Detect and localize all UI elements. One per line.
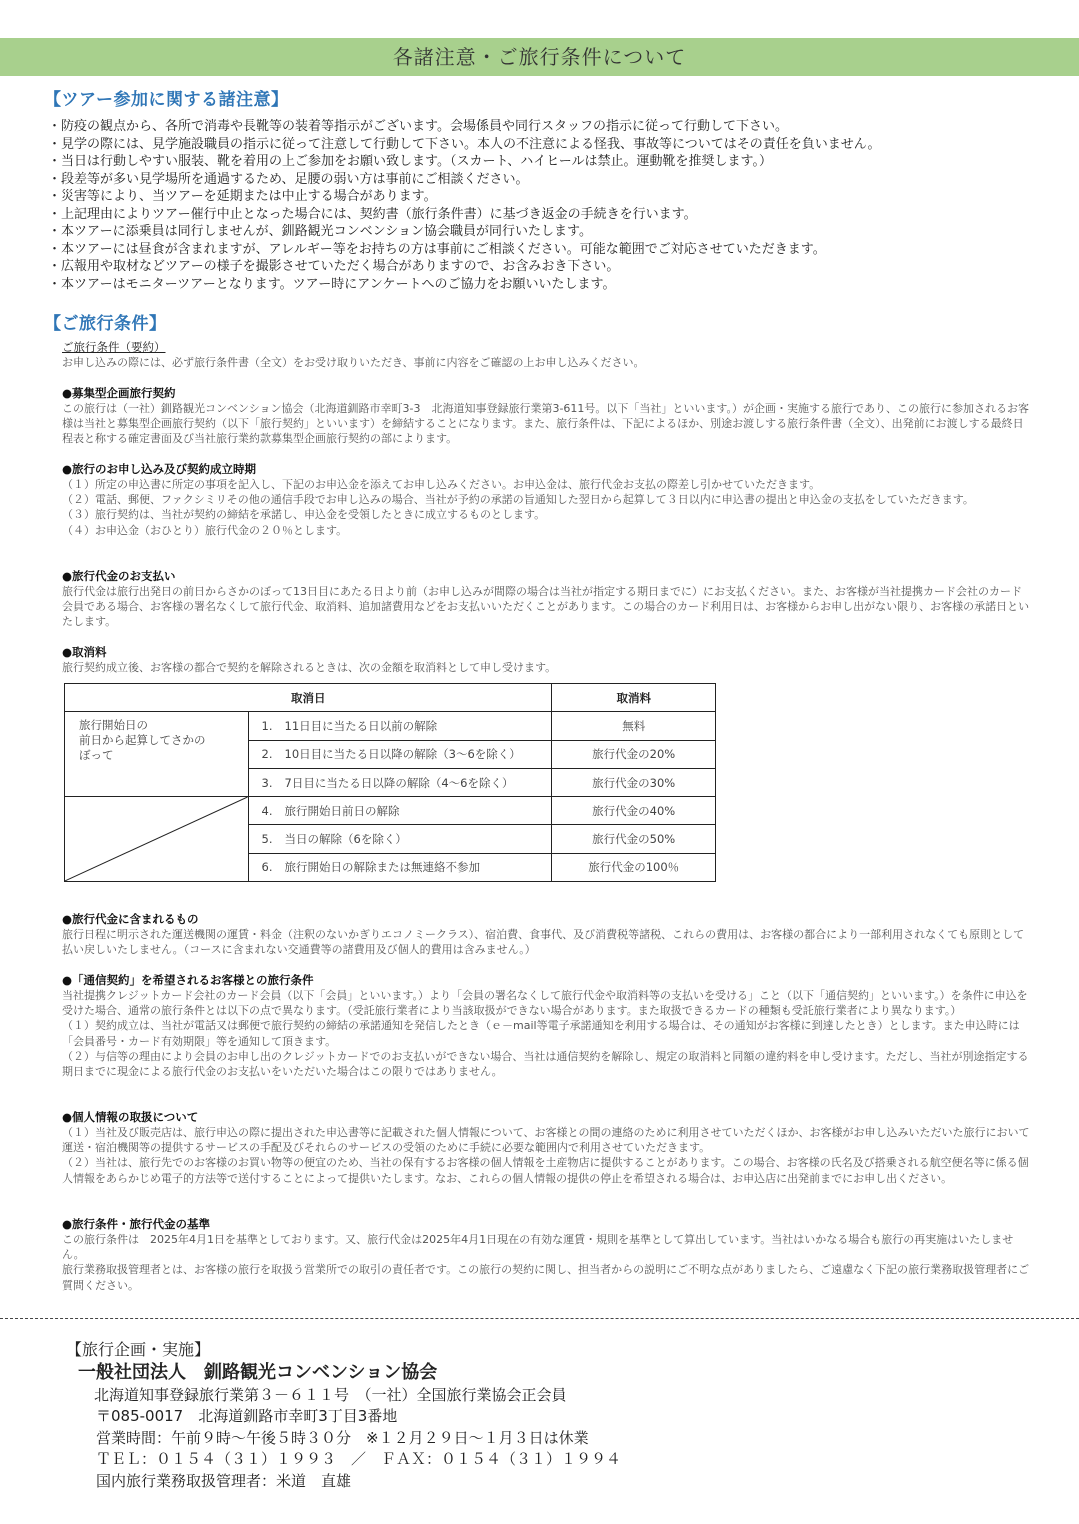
apply-item-4: （４）お申込金（おひとり）旅行代金の２０％とします。 xyxy=(62,523,348,537)
notice-list xyxy=(48,118,1058,293)
manager-definition: 旅行業務取扱管理者とは、お客様の旅行を取扱う営業所での取引の責任者です。この旅行の契約に関し、担当者からの説明にご不明な点がありましたら、ご遠慮なく下記の旅行業務取扱管理者にご質問ください。 xyxy=(62,1263,1030,1292)
table-cell-day xyxy=(248,768,552,796)
tsushin-item-1: （１）契約成立は、当社が電話又は郵便で旅行契約の締結の承諾通知を発信したとき（ｅ－mail等電子承諾通知を利用する場合は、その通知がお客様に到達したとき）とします。また申込時には「会員番号・カード有効期限」等を通知して頂きます。 xyxy=(62,1019,1020,1048)
basis-title: ●旅行条件・旅行代金の基準 xyxy=(62,1217,211,1231)
footer-org: 一般社団法人 釧路観光コンベンション協会 xyxy=(78,1362,438,1383)
basis-text: この旅行条件は 2025年4月1日を基準としております。又、旅行代金は2025年4月1日現在の有効な運賃・規則を基準として算出しています。当社はいかなる場合も旅行の再実施はいたしません。 xyxy=(62,1233,1014,1262)
footer-address: 〒085-0017 北海道釧路市幸町3丁目3番地 xyxy=(96,1407,398,1425)
dashed-divider xyxy=(0,1318,1079,1319)
row-text: 当日の解除（6を除く） xyxy=(284,832,407,847)
row-text: 旅行開始日の解除または無連絡不参加 xyxy=(284,860,481,875)
list-item: ・段差等が多い見学場所を通過するため、足腰の弱い方は事前にご相談ください。 xyxy=(48,171,529,187)
list-item: ・当日は行動しやすい服装、靴を着用の上ご参加をお願い致します。（スカート、ハイヒールは禁止。運動靴を推奨します。） xyxy=(48,154,772,169)
row-text: 7日目に当たる日以降の解除（4～6を除く） xyxy=(284,775,514,790)
footer-manager: 国内旅行業務取扱管理者：米道 直雄 xyxy=(96,1472,352,1490)
footer-license: 北海道知事登録旅行業第３－６１１号 （一社）全国旅行業協会正会員 xyxy=(94,1386,567,1404)
privacy-block xyxy=(62,1125,1030,1186)
table-row xyxy=(65,712,716,740)
footer-hours: 営業時間：午前９時～午後５時３０分 ※１２月２９日～１月３日は休業 xyxy=(96,1429,589,1447)
summary-title: ご旅行条件（要約） xyxy=(62,340,166,354)
tsushin-block xyxy=(62,988,1030,1079)
table-cell-fee: 旅行代金の30% xyxy=(552,768,716,796)
footer-heading: 【旅行企画・実施】 xyxy=(66,1340,211,1359)
table-cell-day xyxy=(248,740,552,768)
list-item: ・本ツアーはモニターツアーとなります。ツアー時にアンケートへのご協力をお願いいたします。 xyxy=(48,276,616,292)
privacy-item-2: （２）当社は、旅行先でのお客様のお買い物等の便宜のため、当社の保有するお客様の個人情報を土産物店に提供することがあります。この場合、お客様の氏名及び搭乗される航空便名等に係る個人情報をあらかじめ電子的方法等で送付することによって提供いたします。なお、これらの個人情報の提供の停止を希望される場合は、お申込店に出発前までにお申し出ください。 xyxy=(62,1156,1029,1185)
table-header-row xyxy=(65,684,716,712)
conditions-heading: 【ご旅行条件】 xyxy=(44,314,167,334)
contract-text: この旅行は（一社）釧路観光コンベンション協会（北海道釧路市幸町3-3 北海道知事登録旅行業第3-611号。以下「当社」といいます。）が企画・実施する旅行であり、この旅行に参加されるお客様は当社と募集型企画旅行契約（以下「旅行契約」といいます）を締結することになります。また、旅行条件は、下記によるほか、別途お渡しする旅行条件書（全文）、出発前にお渡しする最終日程表と称する確定書面及び当社旅行業約款募集型企画旅行契約の部によります。 xyxy=(62,402,1030,446)
footer-tel: ＴＥＬ：０１５４（３１）１９９３ ／ ＦＡＸ：０１５４（３１）１９９４ xyxy=(96,1450,622,1468)
row-text: 10日目に当たる日以降の解除（3～6を除く） xyxy=(284,747,521,762)
basis-block xyxy=(62,1232,1030,1293)
included-text: 旅行日程に明示された運送機関の運賃・料金（注釈のないかぎりエコノミークラス）、宿泊費、食事代、及び消費税等諸税、これらの費用は、お客様の都合により一部利用されなくても原則として払い戻しいたしません。（コースに含まれない交通費等の諸費用及び個人的費用は含みません。） xyxy=(62,928,1025,957)
row-number: 4. xyxy=(261,803,273,818)
table-header-fee: 取消料 xyxy=(552,684,716,712)
list-item: ・見学の際には、見学施設職員の指示に従って注意して行動して下さい。本人の不注意による怪我、事故等についてはその責任を負いません。 xyxy=(48,136,881,152)
included-title: ●旅行代金に含まれるもの xyxy=(62,912,199,926)
apply-list xyxy=(62,477,1030,538)
table-cell-day xyxy=(248,712,552,740)
list-item: ・防疫の観点から、各所で消毒や長靴等の装着等指示がございます。会場係員や同行スタッフの指示に従って行動して下さい。 xyxy=(48,119,788,134)
list-item: ・本ツアーには昼食が含まれますが、アレルギー等をお持ちの方は事前にご相談ください。可能な範囲でご対応させていただきます。 xyxy=(48,241,826,257)
row-number: 3. xyxy=(261,775,273,790)
list-item: ・広報用や取材などツアーの様子を撮影させていただく場合がありますので、お含みおき下さい。 xyxy=(48,259,620,274)
row-number: 6. xyxy=(261,860,273,875)
notices-heading: 【ツアー参加に関する諸注意】 xyxy=(44,90,289,110)
privacy-title: ●個人情報の取扱について xyxy=(62,1110,199,1124)
cancel-title: ●取消料 xyxy=(62,645,107,659)
table-cell-day xyxy=(248,797,552,825)
list-item: ・災害等により、当ツアーを延期または中止する場合があります。 xyxy=(48,189,437,204)
privacy-item-1: （１）当社及び販売店は、旅行申込の際に提出された申込書等に記載された個人情報について、お客様との間の連絡のために利用させていただくほか、お客様がお申し込みいただいた旅行において運送・宿泊機関等の提供するサービスの手配及びそれらのサービスの受領のために手続に必要な範囲内で利用させていただきます。 xyxy=(62,1126,1030,1155)
diagonal-slash xyxy=(65,797,248,881)
summary-text: お申し込みの際には、必ず旅行条件書（全文）をお受け取りいただき、事前に内容をご確認の上お申し込みください。 xyxy=(62,356,645,369)
table-cell-day xyxy=(248,853,552,881)
table-cell-fee: 旅行代金の20% xyxy=(552,740,716,768)
tsushin-text: 当社提携クレジットカード会社のカード会員（以下「会員」といいます。）より「会員の署名なくして旅行代金や取消料等の支払いを受ける」こと（以下「通信契約」といいます。）を条件に申込を受けた場合、通常の旅行条件とは以下の点で異なります。（受託旅行業者により当該取扱ができない場合があります。また取扱できるカードの種類も受託旅行業者により異なります。） xyxy=(62,989,1028,1018)
row-text: 11日目に当たる日以前の解除 xyxy=(284,718,438,733)
cancel-fee-table xyxy=(64,683,716,882)
table-cell-day xyxy=(248,825,552,853)
payment-text: 旅行代金は旅行出発日の前日からさかのぼって13日目にあたる日より前（お申し込みが間際の場合は当社が指定する期日までに）にお支払ください。また、お客様が当社提携カード会社のカード会員である場合、お客様の署名なくして旅行代金、取消料、追加諸費用などをお支払いいただくことがあります。この場合のカード利用日は、お客様からお申し出がない限り、お客様の承諾日といたします。 xyxy=(62,585,1030,629)
table-header-day: 取消日 xyxy=(65,684,552,712)
row-number: 5. xyxy=(261,832,273,847)
row-number: 2. xyxy=(261,747,273,762)
table-cell-fee: 旅行代金の100％ xyxy=(552,853,716,881)
tsushin-item-2: （２）与信等の理由により会員のお申し出のクレジットカードでのお支払いができない場合、当社は通信契約を解除し、規定の取消料と同額の違約料を申し受けます。ただし、当社が別途指定する期日までに現金による旅行代金のお支払いをいただいた場合はこの限りではありません。 xyxy=(62,1049,1029,1079)
page-banner: 各諸注意・ご旅行条件について xyxy=(0,38,1079,76)
table-left-label: 旅行開始日の 前日から起算してさかの ぼって xyxy=(65,712,249,797)
row-text: 旅行開始日前日の解除 xyxy=(284,803,400,818)
table-cell-fee: 旅行代金の50% xyxy=(552,825,716,853)
table-cell-fee: 旅行代金の40% xyxy=(552,797,716,825)
table-cell-fee: 無料 xyxy=(552,712,716,740)
table-row xyxy=(65,797,716,825)
payment-title: ●旅行代金のお支払い xyxy=(62,569,176,583)
list-item: ・上記理由によりツアー催行中止となった場合には、契約書（旅行条件書）に基づき返金の手続きを行います。 xyxy=(48,206,697,222)
tsushin-title: ●「通信契約」を希望されるお客様との旅行条件 xyxy=(62,973,314,987)
apply-item-1: （１）所定の申込書に所定の事項を記入し、下記のお申込金を添えてお申し込みください。お申込金は、旅行代金お支払の際差し引かせていただきます。 xyxy=(62,478,821,491)
apply-title: ●旅行のお申し込み及び契約成立時期 xyxy=(62,462,257,476)
row-number: 1. xyxy=(261,718,273,733)
table-diagonal-cell xyxy=(65,797,249,882)
cancel-text: 旅行契約成立後、お客様の都合で契約を解除されるときは、次の金額を取消料として申し受けます。 xyxy=(62,661,557,674)
contract-title: ●募集型企画旅行契約 xyxy=(62,386,176,400)
apply-item-3: （３）旅行契約は、当社が契約の締結を承諾し、申込金を受領したときに成立するものとします。 xyxy=(62,508,546,522)
apply-item-2: （２）電話、郵便、ファクシミリその他の通信手段でお申し込みの場合、当社が予約の承諾の旨通知した翌日から起算して３日以内に申込書の提出と申込金の支払をしていただきます。 xyxy=(62,493,974,507)
list-item: ・本ツアーに添乗員は同行しませんが、釧路観光コンベンション協会職員が同行いたします。 xyxy=(48,224,592,239)
